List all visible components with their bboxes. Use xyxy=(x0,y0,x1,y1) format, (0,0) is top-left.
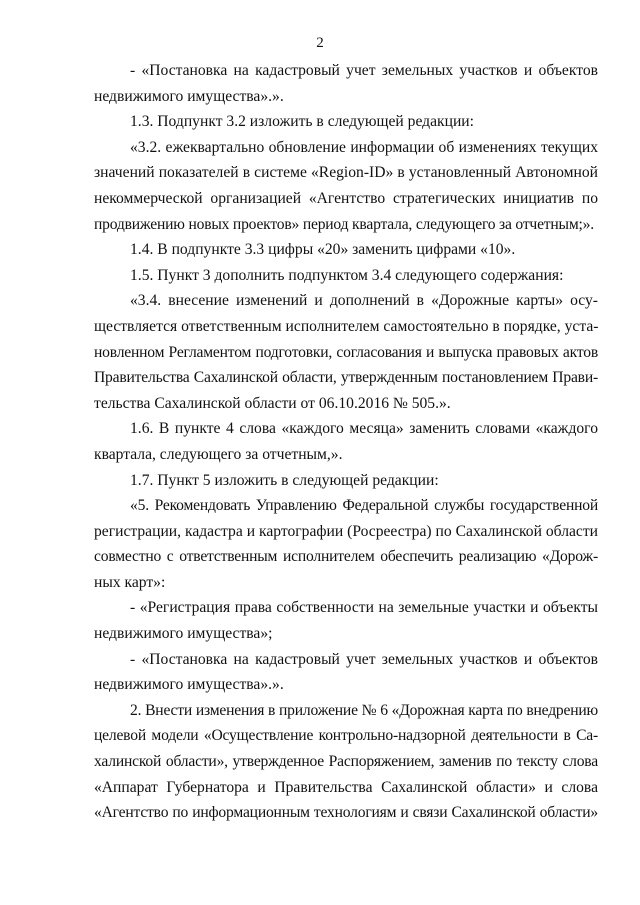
text-line: тельства Сахалинской области от 06.10.2016 № 505.». xyxy=(94,394,451,412)
text-line: 1.6. В пункте 4 слова «каждого месяца» заменить словами «каждого xyxy=(130,420,598,438)
text-line: ществляется ответственным исполнителем самостоятельно в порядке, уста- xyxy=(94,317,599,335)
text-line: новленном Регламентом подготовки, согласования и выпуска правовых актов xyxy=(94,343,598,361)
text-line: халинской области», утвержденное Распоряжением, заменив по тексту слова xyxy=(94,753,598,771)
text-line: недвижимого имущества».». xyxy=(94,676,284,694)
text-line: ных карт»: xyxy=(94,573,166,591)
text-line: «Агентство по информационным технологиям и связи Сахалинской области» xyxy=(94,804,598,822)
text-line: продвижению новых проектов» период квартала, следующего за отчетным;». xyxy=(94,215,594,233)
text-line: 1.4. В подпункте 3.3 цифры «20» заменить цифрами «10». xyxy=(130,241,516,259)
text-line: регистрации, кадастра и картографии (Росреестра) по Сахалинской области xyxy=(94,522,598,540)
text-line: «5. Рекомендовать Управлению Федеральной службы государственной xyxy=(130,497,598,515)
text-line: «Аппарат Губернатора и Правительства Сахалинской области» и слова xyxy=(94,778,598,796)
text-line: - «Постановка на кадастровый учет земельных участков и объектов xyxy=(130,62,598,79)
text-line: 1.5. Пункт 3 дополнить подпунктом 3.4 следующего содержания: xyxy=(130,266,564,284)
text-line: 1.7. Пункт 5 изложить в следующей редакции: xyxy=(130,471,439,489)
text-line: - «Регистрация права собственности на земельные участки и объекты xyxy=(130,599,598,617)
page-number: 2 xyxy=(316,35,324,51)
text-line: 1.3. Подпункт 3.2 изложить в следующей редакции: xyxy=(130,113,474,131)
text-line: квартала, следующего за отчетным,». xyxy=(94,445,343,463)
text-line: целевой модели «Осуществление контрольно-надзорной деятельности в Са- xyxy=(94,727,598,745)
text-line: 2. Внести изменения в приложение № 6 «Дорожная карта по внедрению xyxy=(130,701,598,719)
text-line: некоммерческой организацией «Агентство стратегических инициатив по xyxy=(94,189,598,207)
document-body xyxy=(94,58,598,826)
text-line: значений показателей в системе «Region-ID» в установленный Автономной xyxy=(94,164,598,182)
text-line: «3.4. внесение изменений и дополнений в «Дорожные карты» осу- xyxy=(130,292,598,310)
text-line: Правительства Сахалинской области, утвержденным постановлением Прави- xyxy=(94,369,598,387)
text-line: недвижимого имущества»; xyxy=(94,625,273,643)
text-line: «3.2. ежеквартально обновление информации об изменениях текущих xyxy=(130,138,598,156)
text-line: совместно с ответственным исполнителем обеспечить реализацию «Дорож- xyxy=(94,548,598,566)
text-line: - «Постановка на кадастровый учет земельных участков и объектов xyxy=(130,650,598,668)
text-line: недвижимого имущества».». xyxy=(94,87,284,105)
